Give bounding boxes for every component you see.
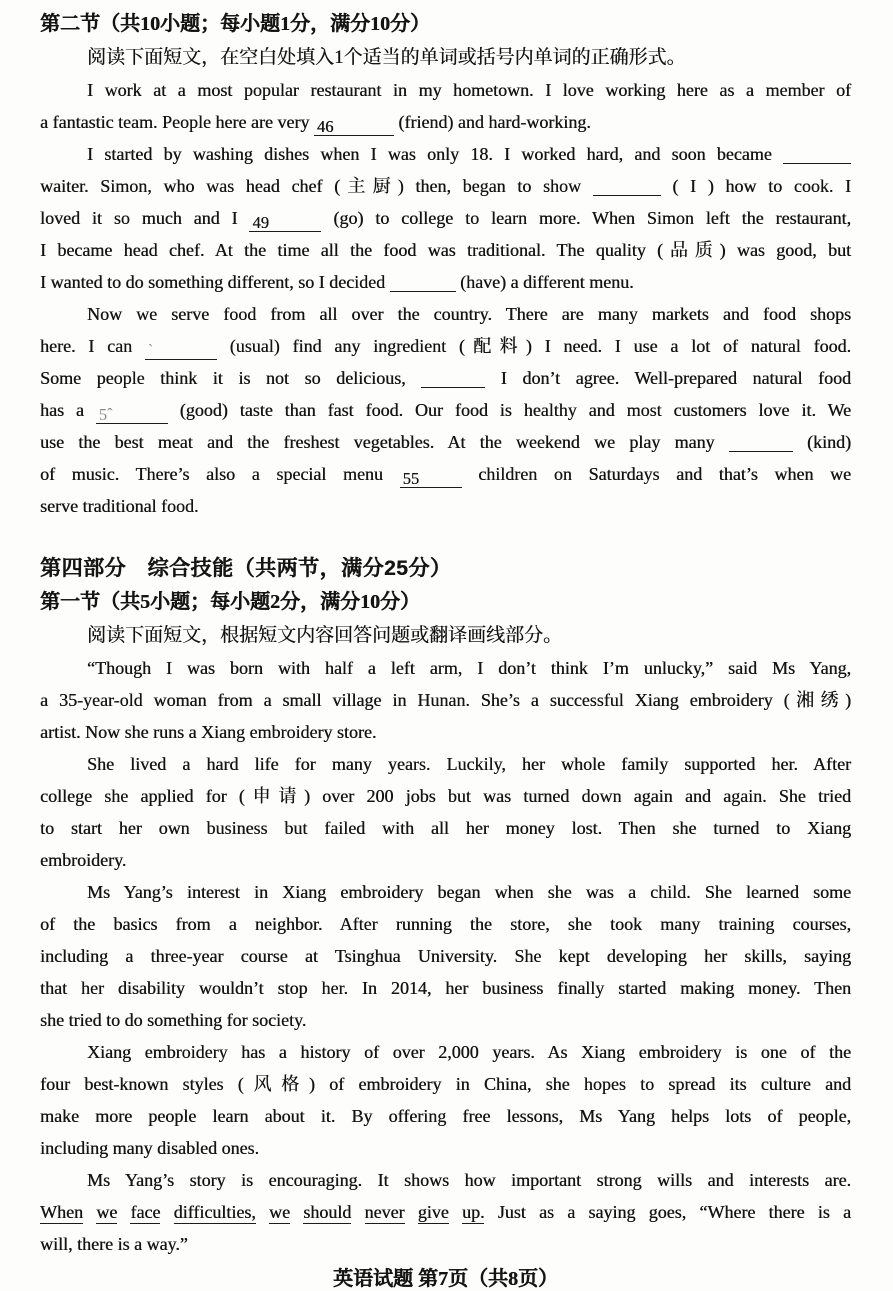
underlined-word: difficulties, xyxy=(173,1202,256,1222)
text-line xyxy=(40,1228,851,1260)
text-run: I don’t agree. Well-prepared natural food xyxy=(500,368,852,388)
text-line xyxy=(40,780,851,812)
fill-in-blank xyxy=(729,432,793,452)
fill-in-blank xyxy=(390,272,456,292)
text-line xyxy=(40,940,851,972)
text-line xyxy=(40,74,851,106)
text-line xyxy=(40,490,851,522)
text-line xyxy=(40,330,851,362)
underlined-word: When xyxy=(40,1202,83,1222)
text-run: “Though I was born with half a left arm, I don’t think I’m unlucky,” said Ms Yang, xyxy=(87,658,851,678)
text-line xyxy=(40,1068,851,1100)
text-run: including many disabled ones. xyxy=(40,1138,259,1158)
paragraph xyxy=(40,298,851,522)
text-line xyxy=(40,138,851,170)
page-footer: 英语试题 第7页（共8页） xyxy=(333,1268,558,1290)
text-line xyxy=(40,1164,851,1196)
text-run: that her disability wouldn’t stop her. In 2014, her business finally started making money. Then xyxy=(40,978,851,998)
underlined-word: up. xyxy=(461,1202,485,1222)
text-run: a 35-year-old woman from a small village in Hunan. She’s a successful Xiang embroidery (湘绣) xyxy=(40,690,851,710)
paragraph xyxy=(40,1036,851,1164)
text-run: loved it so much and I xyxy=(40,208,238,228)
text-line xyxy=(40,202,851,234)
text-run: of music. There’s also a special menu xyxy=(40,464,383,484)
text-run: I became head chef. At the time all the food was traditional. The quality (品质) was good, but xyxy=(40,240,851,260)
section2-instruction: 阅读下面短文，在空白处填入1个适当的单词或括号内单词的正确形式。 xyxy=(87,47,686,68)
underlined-word: we xyxy=(269,1202,291,1222)
text-line xyxy=(40,266,851,298)
text-line xyxy=(40,394,851,426)
text-run: four best-known styles (风格) of embroidery in China, she hopes to spread its culture and xyxy=(40,1074,851,1094)
underlined-word: face xyxy=(130,1202,161,1222)
text-line xyxy=(40,1036,851,1068)
text-run: to start her own business but failed with all her money lost. Then she turned to Xiang xyxy=(40,818,851,838)
fill-in-blank: 49 xyxy=(249,212,321,232)
fill-in-blank: ˋ xyxy=(145,340,217,360)
text-line xyxy=(40,844,851,876)
paragraph xyxy=(40,138,851,298)
text-line xyxy=(40,1100,851,1132)
fill-in-blank: 5ˆ xyxy=(96,404,168,424)
text-run: (kind) xyxy=(807,432,851,452)
part4-heading: 第四部分 综合技能（共两节，满分25分） xyxy=(40,557,452,580)
text-run: Now we serve food from all over the country. There are many markets and food shops xyxy=(87,304,851,324)
text-line xyxy=(40,458,851,490)
underlined-word: never xyxy=(364,1202,405,1222)
text-run: (good) taste than fast food. Our food is healthy and most customers love it. We xyxy=(179,400,852,420)
text-run: embroidery. xyxy=(40,850,127,870)
text-line xyxy=(40,170,851,202)
text-line xyxy=(40,426,851,458)
underlined-text xyxy=(40,1202,484,1224)
paragraph xyxy=(40,652,851,748)
paragraph xyxy=(40,1164,851,1260)
text-line xyxy=(40,234,851,266)
text-run: Some people think it is not so delicious, xyxy=(40,368,406,388)
underlined-word: we xyxy=(96,1202,118,1222)
underlined-word: should xyxy=(303,1202,352,1222)
text-line xyxy=(40,812,851,844)
text-run: Ms Yang’s interest in Xiang embroidery began when she was a child. She learned some xyxy=(87,882,851,902)
paragraph xyxy=(40,74,851,138)
text-line xyxy=(40,876,851,908)
text-run: including a three-year course at Tsinghua University. She kept developing her skills, saying xyxy=(40,946,851,966)
text-run: college she applied for (申请) over 200 jobs but was turned down again and again. She tried xyxy=(40,786,851,806)
text-line xyxy=(40,1004,851,1036)
text-line xyxy=(40,652,851,684)
part4-instruction: 阅读下面短文，根据短文内容回答问题或翻译画线部分。 xyxy=(87,625,563,646)
fill-in-blank xyxy=(783,144,851,164)
text-line xyxy=(40,298,851,330)
text-run: Ms Yang’s story is encouraging. It shows how important strong wills and interests are. xyxy=(87,1170,851,1190)
text-line xyxy=(40,1132,851,1164)
text-run: a fantastic team. People here are very xyxy=(40,112,310,132)
text-line xyxy=(40,684,851,716)
underlined-word: give xyxy=(417,1202,449,1222)
text-run: make more people learn about it. By offering free lessons, Ms Yang helps lots of people, xyxy=(40,1106,851,1126)
text-run: artist. Now she runs a Xiang embroidery store. xyxy=(40,722,377,742)
text-run: has a xyxy=(40,400,84,420)
paragraph xyxy=(40,748,851,876)
text-run: here. I can xyxy=(40,336,133,356)
text-run: Just as a saying goes, “Where there is a xyxy=(497,1202,851,1222)
paragraph xyxy=(40,876,851,1036)
section2-heading: 第二节（共10小题；每小题1分，满分10分） xyxy=(40,13,430,35)
fill-in-blank xyxy=(593,176,661,196)
text-run: Xiang embroidery has a history of over 2,000 years. As Xiang embroidery is one of the xyxy=(87,1042,851,1062)
text-run: I wanted to do something different, so I decided xyxy=(40,272,386,292)
text-run: She lived a hard life for many years. Luckily, her whole family supported her. After xyxy=(87,754,851,774)
text-run: ( I ) how to cook. I xyxy=(672,176,852,196)
text-run: children on Saturdays and that’s when we xyxy=(478,464,851,484)
text-line xyxy=(40,106,851,138)
text-run: use the best meat and the freshest vegetables. At the weekend we play many xyxy=(40,432,715,452)
fill-in-blank: 55 xyxy=(400,468,462,488)
text-line xyxy=(40,1196,851,1228)
text-run: I started by washing dishes when I was only 18. I worked hard, and soon became xyxy=(87,144,772,164)
text-run: (friend) and hard-working. xyxy=(398,112,591,132)
text-run: will, there is a way.” xyxy=(40,1234,188,1254)
text-run: I work at a most popular restaurant in my hometown. I love working here as a member of xyxy=(87,80,851,100)
text-line xyxy=(40,716,851,748)
text-line xyxy=(40,362,851,394)
fill-in-blank xyxy=(421,368,485,388)
text-run: (have) a different menu. xyxy=(460,272,634,292)
text-run: she tried to do something for society. xyxy=(40,1010,307,1030)
text-run: serve traditional food. xyxy=(40,496,199,516)
text-run: of the basics from a neighbor. After running the store, she took many training courses, xyxy=(40,914,851,934)
text-run: (go) to college to learn more. When Simon left the restaurant, xyxy=(333,208,852,228)
text-run: waiter. Simon, who was head chef (主厨) then, began to show xyxy=(40,176,581,196)
text-line xyxy=(40,972,851,1004)
fill-in-blank: 46 xyxy=(314,116,394,136)
text-run: (usual) find any ingredient (配料) I need. I use a lot of natural food. xyxy=(229,336,851,356)
part4-section1-heading: 第一节（共5小题；每小题2分，满分10分） xyxy=(40,591,420,613)
text-line xyxy=(40,908,851,940)
text-line xyxy=(40,748,851,780)
